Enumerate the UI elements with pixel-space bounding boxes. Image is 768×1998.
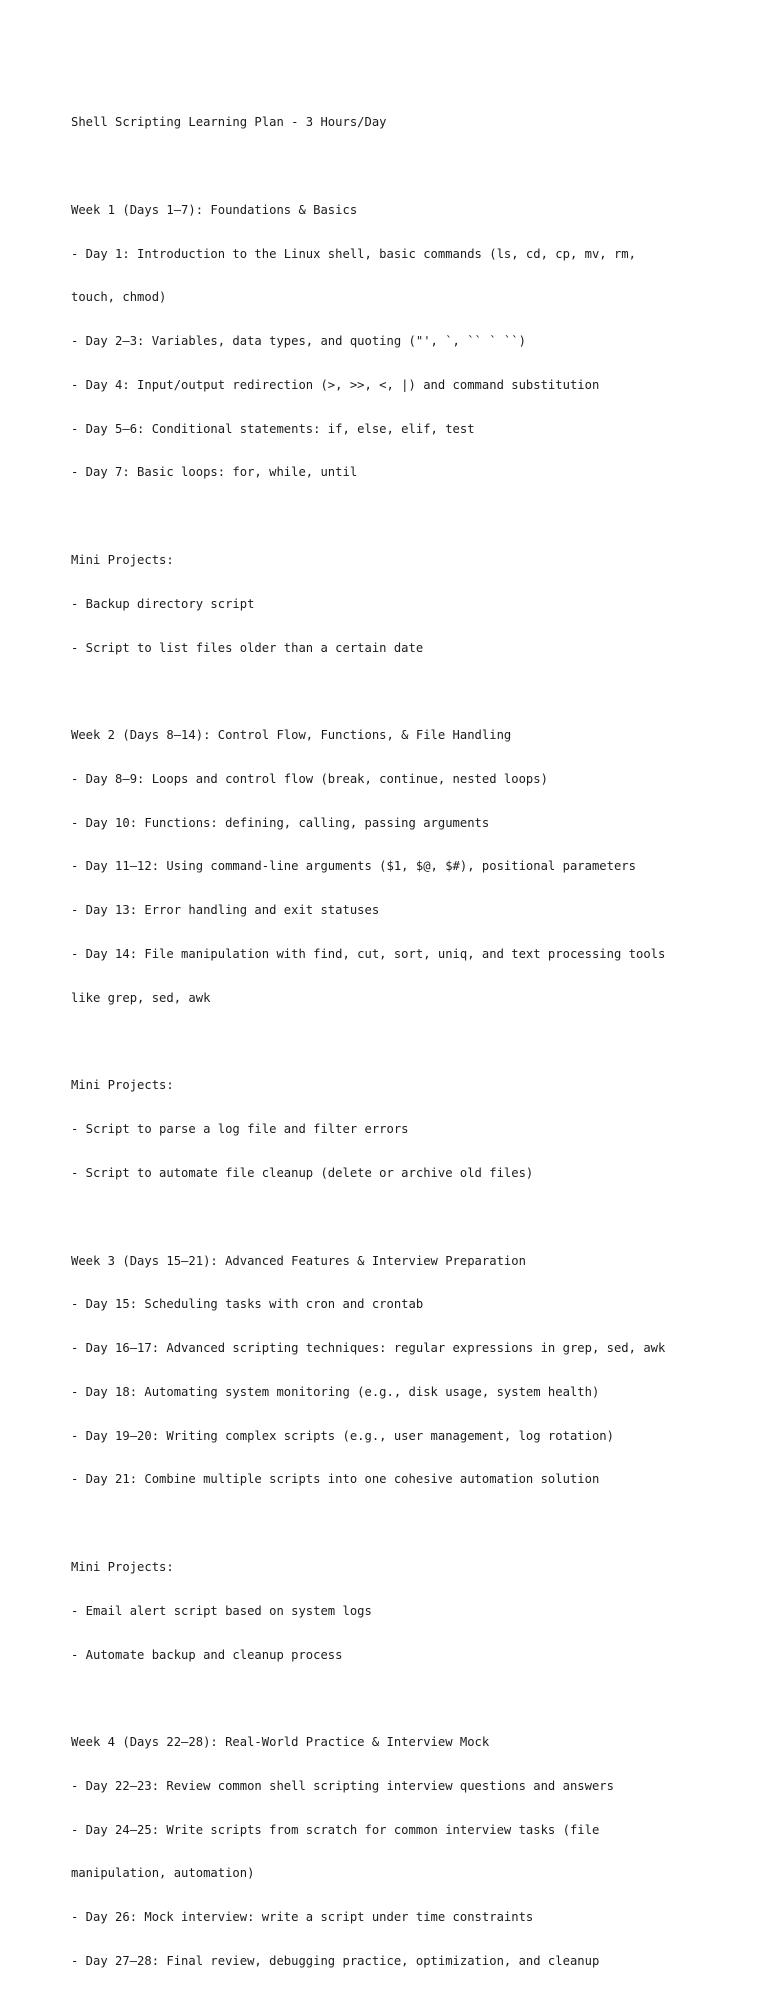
list-item: - Day 4: Input/output redirection (>, >>, <, |) and command substitution	[71, 377, 600, 392]
list-item-continuation: touch, chmod)	[71, 290, 167, 305]
document-title: Shell Scripting Learning Plan - 3 Hours/Day	[71, 115, 387, 130]
list-item: - Day 5–6: Conditional statements: if, else, elif, test	[71, 421, 475, 436]
list-item: - Day 15: Scheduling tasks with cron and crontab	[71, 1297, 424, 1312]
list-item: - Day 11–12: Using command-line arguments ($1, $@, $#), positional parameters	[71, 859, 636, 874]
list-item-continuation: like grep, sed, awk	[71, 990, 211, 1005]
blank-line	[71, 1035, 711, 1050]
list-item: - Day 24–25: Write scripts from scratch for common interview tasks (file	[71, 1822, 600, 1837]
list-item: - Automate backup and cleanup process	[71, 1647, 343, 1662]
document-text	[71, 86, 711, 1998]
list-item: - Day 7: Basic loops: for, while, until	[71, 465, 358, 480]
list-item: - Day 27–28: Final review, debugging practice, optimization, and cleanup	[71, 1954, 600, 1968]
list-item: - Day 18: Automating system monitoring (e.g., disk usage, system health)	[71, 1384, 600, 1399]
list-item: - Day 14: File manipulation with find, cut, sort, uniq, and text processing tools	[71, 947, 666, 962]
week-3-heading: Week 3 (Days 15–21): Advanced Features & Interview Preparation	[71, 1253, 526, 1268]
blank-line	[71, 159, 711, 174]
list-item: - Day 13: Error handling and exit statuses	[71, 903, 380, 918]
week-2-heading: Week 2 (Days 8–14): Control Flow, Functions, & File Handling	[71, 728, 512, 743]
mini-projects-heading: Mini Projects:	[71, 1078, 174, 1093]
blank-line	[71, 1691, 711, 1706]
blank-line	[71, 1516, 711, 1531]
week-4-heading: Week 4 (Days 22–28): Real-World Practice & Interview Mock	[71, 1735, 490, 1750]
list-item: - Day 10: Functions: defining, calling, passing arguments	[71, 815, 490, 830]
list-item: - Email alert script based on system logs	[71, 1603, 372, 1618]
mini-projects-heading: Mini Projects:	[71, 1559, 174, 1574]
list-item: - Day 16–17: Advanced scripting techniques: regular expressions in grep, sed, awk	[71, 1341, 666, 1356]
mini-projects-heading: Mini Projects:	[71, 553, 174, 567]
week-1-heading: Week 1 (Days 1–7): Foundations & Basics	[71, 202, 358, 217]
list-item: - Script to list files older than a certain date	[71, 640, 424, 655]
list-item: - Day 21: Combine multiple scripts into one cohesive automation solution	[71, 1472, 600, 1487]
list-item-continuation: manipulation, automation)	[71, 1866, 255, 1881]
list-item: - Day 8–9: Loops and control flow (break, continue, nested loops)	[71, 771, 548, 786]
list-item: - Backup directory script	[71, 596, 255, 611]
list-item: - Day 22–23: Review common shell scripting interview questions and answers	[71, 1778, 614, 1793]
list-item: - Script to automate file cleanup (delete or archive old files)	[71, 1165, 534, 1180]
blank-line	[71, 509, 711, 524]
list-item: - Day 2–3: Variables, data types, and quoting ("', `, `` ` ``)	[71, 334, 526, 349]
blank-line	[71, 1210, 711, 1225]
list-item: - Day 1: Introduction to the Linux shell, basic commands (ls, cd, cp, mv, rm,	[71, 246, 636, 261]
blank-line	[71, 684, 711, 699]
list-item: - Script to parse a log file and filter errors	[71, 1122, 409, 1137]
list-item: - Day 26: Mock interview: write a script under time constraints	[71, 1910, 534, 1925]
list-item: - Day 19–20: Writing complex scripts (e.g., user management, log rotation)	[71, 1428, 614, 1443]
